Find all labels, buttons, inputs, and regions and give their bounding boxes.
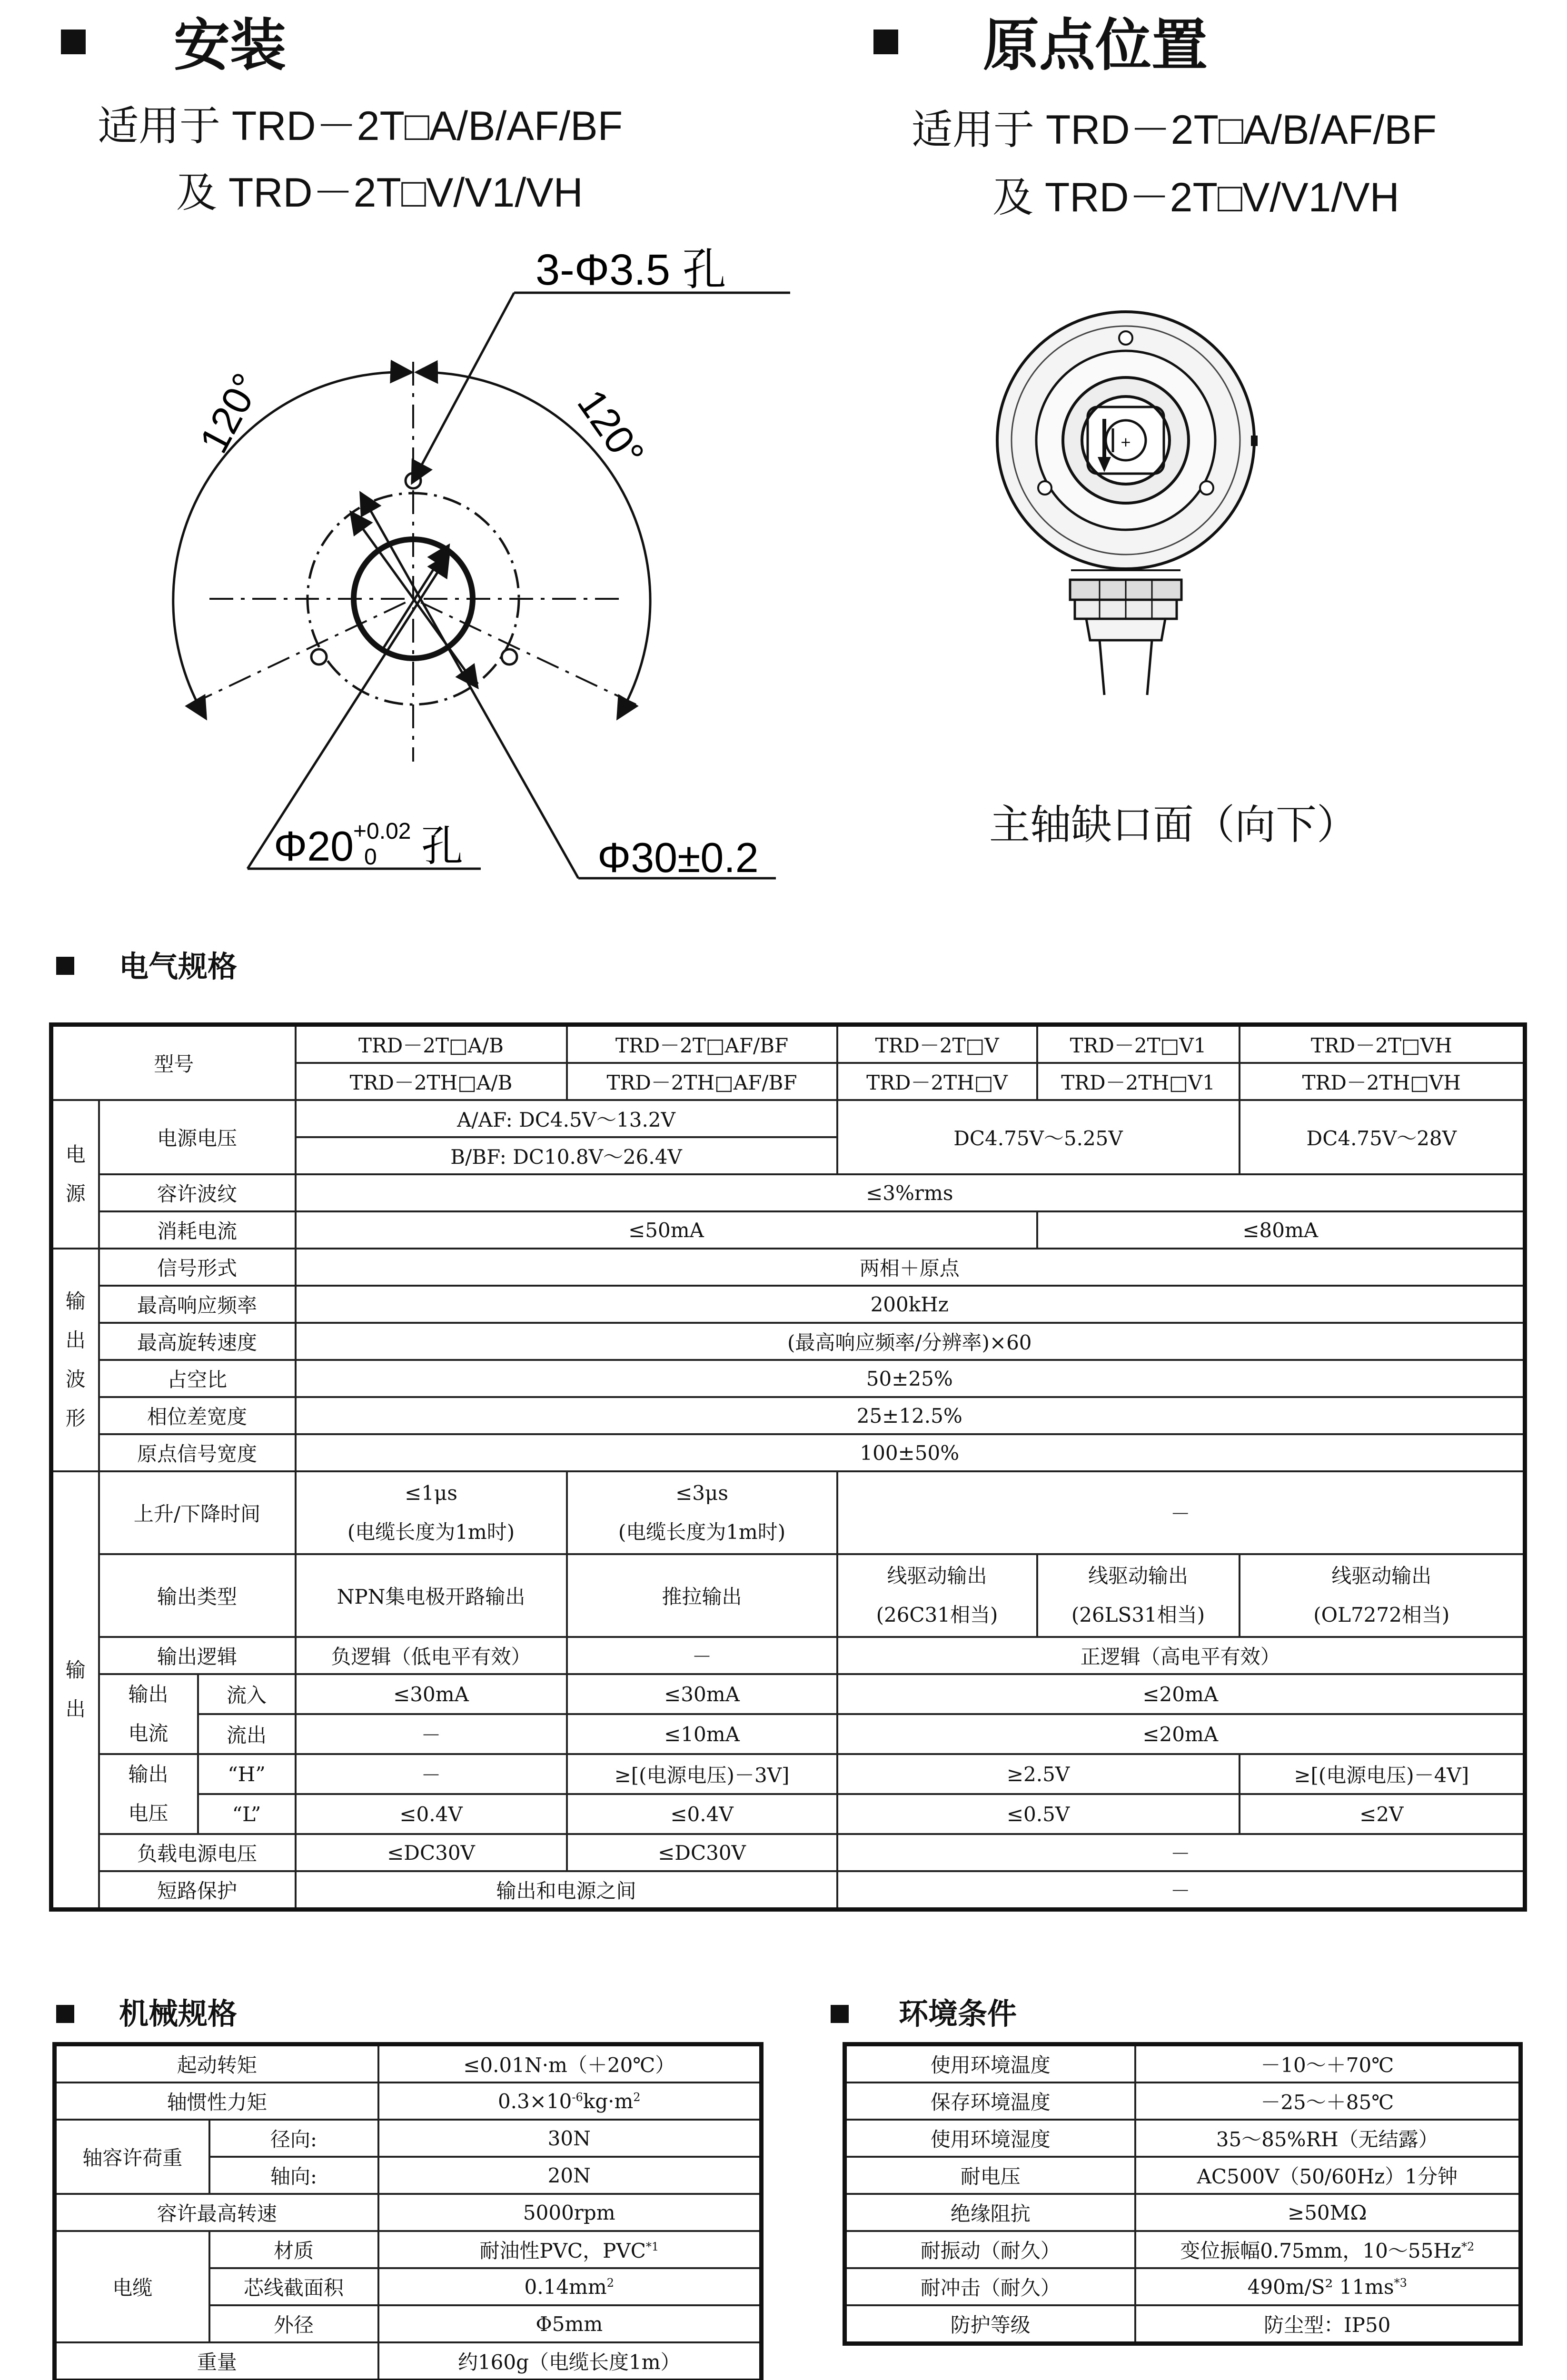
table-row: 耐冲击（耐久） 490m/S² $11ms^{*3}$: [845, 2268, 1521, 2305]
inertia-value: $0.3\times 10^{-6}kg\cdot m^2$: [378, 2082, 762, 2120]
freq-value: 200kHz: [296, 1286, 1525, 1323]
ripple-value: ≤3%rms: [296, 1174, 1525, 1211]
power-group-label: 电 源: [51, 1100, 99, 1249]
origin-caption: 主轴缺口面（向下）: [989, 801, 1358, 849]
h-label: “H”: [198, 1754, 296, 1794]
phase-value: 25±12.5%: [296, 1397, 1525, 1434]
l-v: ≤0.5V: [837, 1794, 1240, 1834]
mechanical-spec-table: [52, 2042, 764, 2380]
ripple-label: 容许波纹: [99, 1174, 296, 1211]
logic-afbf: －: [567, 1637, 837, 1674]
phi20-hole-suffix: 孔: [421, 822, 464, 871]
type-afbf: 推拉输出: [567, 1554, 837, 1637]
environment-title: 环境条件: [899, 1996, 1017, 2031]
rise-ab: ≤1μs (电缆长度为1m时): [296, 1471, 567, 1554]
supply-voltage-label: 电源电压: [99, 1100, 296, 1174]
table-row: 使用环境湿度 35～85%RH（无结露）: [845, 2120, 1521, 2157]
maxspeed-label: 容许最高转速: [55, 2194, 378, 2231]
phi20-tol-lower: 0: [364, 844, 377, 870]
hole-callout: 3-Φ3.5 孔: [536, 246, 726, 294]
table-row: [51, 1794, 1525, 1834]
output-group-label: 输 出: [51, 1471, 99, 1910]
origin-applies-line2: 及 TRD－2T□V/V1/VH: [992, 175, 1399, 220]
h-vh: ≥[(电源电压)－4V]: [1240, 1754, 1525, 1794]
sink-ab: ≤30mA: [296, 1674, 567, 1714]
model-cell: TRD－2TH□V: [837, 1063, 1037, 1100]
table-row: 耐电压 AC500V（50/60Hz）1分钟: [845, 2157, 1521, 2194]
type-v: 线驱动输出 (26C31相当): [837, 1554, 1037, 1637]
weight-label: 重量: [55, 2342, 378, 2380]
install-applies-line2: 及 TRD－2T□V/V1/VH: [176, 170, 583, 216]
table-row: 保存环境温度 －25～＋85℃: [845, 2082, 1521, 2120]
section-bullet: [56, 957, 74, 975]
od-label: 外径: [209, 2305, 378, 2342]
logic-label: 输出逻辑: [99, 1637, 296, 1674]
table-row: 防护等级 防尘型：IP50: [845, 2305, 1521, 2344]
table-row: [51, 1754, 1525, 1794]
mounting-diagram: [0, 228, 809, 895]
h-v: ≥2.5V: [837, 1754, 1240, 1794]
table-row: [55, 2342, 762, 2380]
short-ab: 输出和电源之间: [296, 1871, 837, 1910]
mount-hole-left: [311, 649, 327, 664]
load-label: 负载电源电压: [99, 1834, 296, 1871]
logic-ab: 负逻辑（低电平有效）: [296, 1637, 567, 1674]
table-row: [51, 1434, 1525, 1471]
table-row: 耐振动（耐久） 变位振幅0.75mm，10～55Hz$^{*2}$: [845, 2231, 1521, 2268]
maxspeed-value: 5000rpm: [378, 2194, 762, 2231]
mount-hole-right: [502, 649, 517, 664]
type-ab: NPN集电极开路输出: [296, 1554, 567, 1637]
origin-diagram: [962, 286, 1323, 714]
model-cell: TRD－2TH□AF/BF: [567, 1063, 837, 1100]
torque-value: ≤0.01N·m（＋20℃）: [378, 2044, 762, 2083]
table-row: [51, 1025, 1525, 1063]
section-bullet: [56, 2005, 74, 2023]
sink-v: ≤20mA: [837, 1674, 1525, 1714]
angle-label-right: 120°: [569, 381, 653, 475]
table-row: [51, 1397, 1525, 1434]
rise-v: －: [837, 1471, 1525, 1554]
table-row: [51, 1323, 1525, 1360]
sink-afbf: ≤30mA: [567, 1674, 837, 1714]
load-afbf: ≤DC30V: [567, 1834, 837, 1871]
model-cell: TRD－2T□V1: [1037, 1025, 1240, 1063]
electrical-spec-table: [49, 1022, 1527, 1912]
table-row: [51, 1100, 1525, 1137]
signal-value: 两相＋原点: [296, 1249, 1525, 1286]
axial-label: 轴向:: [209, 2157, 378, 2194]
output-current-label: 输出 电流: [99, 1674, 198, 1754]
table-row: [55, 2082, 762, 2120]
rise-afbf: ≤3μs (电缆长度为1m时): [567, 1471, 837, 1554]
table-row: [51, 1286, 1525, 1323]
supply-vh: DC4.75V～28V: [1240, 1100, 1525, 1174]
phi20-tol-upper: +0.02: [353, 819, 411, 844]
origin-width-label: 原点信号宽度: [99, 1434, 296, 1471]
type-label: 输出类型: [99, 1554, 296, 1637]
svg-text:+: +: [1120, 434, 1131, 450]
l-ab: ≤0.4V: [296, 1794, 567, 1834]
table-row: [55, 2120, 762, 2157]
supply-v: DC4.75V～5.25V: [837, 1100, 1240, 1174]
l-label: “L”: [198, 1794, 296, 1834]
section-value: $0.14mm^2$: [378, 2268, 762, 2305]
l-vh: ≤2V: [1240, 1794, 1525, 1834]
speed-value: (最高响应频率/分辨率)×60: [296, 1323, 1525, 1360]
wave-group-label: 输 出 波 形: [51, 1249, 99, 1471]
output-voltage-label: 输出 电压: [99, 1754, 198, 1834]
model-cell: TRD－2TH□V1: [1037, 1063, 1240, 1100]
sink-label: 流入: [198, 1674, 296, 1714]
cable-label: 电缆: [55, 2231, 209, 2342]
short-v: －: [837, 1871, 1525, 1910]
shaft-load-label: 轴容许荷重: [55, 2120, 209, 2194]
inertia-label: 轴惯性力矩: [55, 2082, 378, 2120]
origin-width-value: 100±50%: [296, 1434, 1525, 1471]
source-afbf: ≤10mA: [567, 1714, 837, 1754]
speed-label: 最高旋转速度: [99, 1323, 296, 1360]
mechanical-title: 机械规格: [119, 1996, 238, 2031]
current-label: 消耗电流: [99, 1211, 296, 1249]
material-label: 材质: [209, 2231, 378, 2268]
source-label: 流出: [198, 1714, 296, 1754]
table-row: [51, 1554, 1525, 1637]
rise-label: 上升/下降时间: [99, 1471, 296, 1554]
model-cell: TRD－2T□VH: [1240, 1025, 1525, 1063]
logic-v: 正逻辑（高电平有效）: [837, 1637, 1525, 1674]
material-value: 耐油性PVC，PVC$^{*1}$: [378, 2231, 762, 2268]
model-label: 型号: [51, 1025, 296, 1101]
table-row: [51, 1834, 1525, 1871]
supply-bf: B/BF: DC10.8V～26.4V: [296, 1137, 837, 1174]
table-row: [51, 1471, 1525, 1554]
type-vh: 线驱动输出 (OL7272相当): [1240, 1554, 1525, 1637]
table-row: 绝缘阻抗 ≥50MΩ: [845, 2194, 1521, 2231]
table-row: [51, 1174, 1525, 1211]
table-row: [55, 2194, 762, 2231]
load-v: －: [837, 1834, 1525, 1871]
table-row: [55, 2044, 762, 2083]
radial-value: 30N: [378, 2120, 762, 2157]
radial-label: 径向:: [209, 2120, 378, 2157]
l-afbf: ≤0.4V: [567, 1794, 837, 1834]
model-cell: TRD－2T□AF/BF: [567, 1025, 837, 1063]
model-cell: TRD－2TH□A/B: [296, 1063, 567, 1100]
section-bullet: [61, 30, 86, 54]
model-cell: TRD－2TH□VH: [1240, 1063, 1525, 1100]
signal-label: 信号形式: [99, 1249, 296, 1286]
freq-label: 最高响应频率: [99, 1286, 296, 1323]
duty-value: 50±25%: [296, 1360, 1525, 1397]
origin-applies-line1: 适用于 TRD－2T□A/B/AF/BF: [912, 107, 1437, 153]
phi20-label: Φ20: [274, 823, 354, 870]
model-cell: TRD－2T□A/B: [296, 1025, 567, 1063]
table-row: [51, 1249, 1525, 1286]
section-label: 芯线截面积: [209, 2268, 378, 2305]
table-row: [51, 1637, 1525, 1674]
table-row: [51, 1871, 1525, 1910]
current-v: ≤80mA: [1037, 1211, 1525, 1249]
type-v1: 线驱动输出 (26LS31相当): [1037, 1554, 1240, 1637]
table-row: [51, 1674, 1525, 1714]
od-value: Φ5mm: [378, 2305, 762, 2342]
table-row: [55, 2231, 762, 2268]
table-row: [51, 1714, 1525, 1754]
table-row: [51, 1211, 1525, 1249]
environment-table: [843, 2042, 1523, 2346]
supply-af: A/AF: DC4.5V～13.2V: [296, 1100, 837, 1137]
install-applies-line1: 适用于 TRD－2T□A/B/AF/BF: [98, 103, 623, 149]
table-row: [51, 1360, 1525, 1397]
load-ab: ≤DC30V: [296, 1834, 567, 1871]
phase-label: 相位差宽度: [99, 1397, 296, 1434]
angle-label-left: 120°: [190, 366, 269, 460]
source-v: ≤20mA: [837, 1714, 1525, 1754]
weight-value: 约160g（电缆长度1m）: [378, 2342, 762, 2380]
duty-label: 占空比: [99, 1360, 296, 1397]
section-bullet: [873, 30, 898, 54]
h-afbf: ≥[(电源电压)－3V]: [567, 1754, 837, 1794]
model-cell: TRD－2T□V: [837, 1025, 1037, 1063]
table-row: 使用环境温度 －10～＋70℃: [845, 2044, 1521, 2083]
short-label: 短路保护: [99, 1871, 296, 1910]
h-ab: －: [296, 1754, 567, 1794]
phi30-label: Φ30±0.2: [597, 834, 759, 881]
electrical-title: 电气规格: [119, 949, 238, 984]
section-bullet: [831, 2005, 849, 2023]
torque-label: 起动转矩: [55, 2044, 378, 2083]
axial-value: 20N: [378, 2157, 762, 2194]
origin-title: 原点位置: [983, 12, 1208, 78]
current-ab: ≤50mA: [296, 1211, 1037, 1249]
source-ab: －: [296, 1714, 567, 1754]
install-title: 安装: [174, 12, 287, 78]
